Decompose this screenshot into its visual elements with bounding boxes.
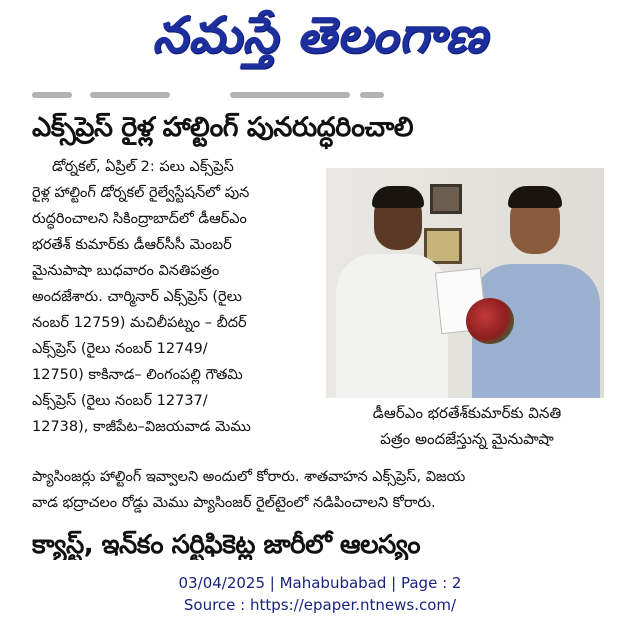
body-line: వాడ భద్రాచలం రోడ్డు మెము ప్యాసింజర్ రైల్‌టైంలో నడిపించాలని కోరారు. [32, 495, 436, 511]
caption-line: పత్రం అందజేస్తున్న మైనుపాషా [380, 430, 554, 448]
masthead-title: నమస్తే తెలంగాణ [152, 5, 488, 64]
clipping-cut-edge [30, 90, 608, 102]
article-headline: ఎక్స్‌ప్రెస్ రైళ్ల హాల్టింగ్ పునరుద్ధరించాలి [32, 112, 414, 143]
body-line: అందజేశారు. చార్మినార్ ఎక్స్‌ప్రెస్ (రైలు [32, 289, 242, 305]
next-article-headline: క్యాస్ట్, ఇన్‌కం సర్టిఫికెట్ల జారీలో ఆలస్యం [32, 530, 421, 560]
newspaper-masthead [0, 2, 640, 80]
body-line: రైళ్ల హాల్టింగ్ డోర్నకల్ రైల్వేస్టేషన్‌లో పున [32, 185, 250, 201]
flower-bouquet [466, 298, 514, 344]
body-line: నంబర్ 12759) మచిలీపట్నం – బీదర్ [32, 315, 247, 331]
news-clipping [30, 90, 608, 560]
footer-source-link[interactable]: Source : https://epaper.ntnews.com/ [183, 596, 457, 614]
body-line: రుద్ధరించాలని సికింద్రాబాద్‌లో డీఆర్‌ఎం [32, 211, 247, 227]
body-line: ప్యాసింజర్లు హాల్టింగ్ ఇవ్వాలని అందులో కోరారు. శాతవాహన ఎక్స్‌ప్రెస్, విజయ [32, 469, 466, 485]
body-line: మైనుపాషా బుధవారం వినతిపత్రం [32, 263, 220, 279]
article-body-full-width [32, 464, 606, 516]
body-line: ఎక్స్‌ప్రెస్ (రైలు నంబర్ 12737/ [32, 393, 208, 409]
body-line: భరతేశ్ కుమార్‌కు డీఆర్‌సీసీ మెంబర్ [32, 237, 232, 253]
footer-date-page: 03/04/2025 | Mahabubabad | Page : 2 [178, 574, 462, 592]
wall-frame [430, 184, 462, 214]
body-line: 12738), కాజీపేట–విజయవాడ మెము [32, 419, 251, 435]
body-line: ఎక్స్‌ప్రెస్ (రైలు నంబర్ 12749/ [32, 341, 208, 357]
source-footer [0, 572, 640, 616]
caption-line: డీఆర్‌ఎం భరతేశ్‌కుమార్‌కు వినతి [372, 404, 562, 422]
body-line: 12750) కాకినాడ– లింగంపల్లి గౌతమి [32, 367, 243, 383]
article-photo [326, 168, 604, 398]
article-body-left-column [32, 154, 318, 440]
photo-caption [330, 400, 604, 452]
body-line: డోర్నకల్, ఏప్రిల్ 2: పలు ఎక్స్‌ప్రెస్ [52, 159, 234, 175]
